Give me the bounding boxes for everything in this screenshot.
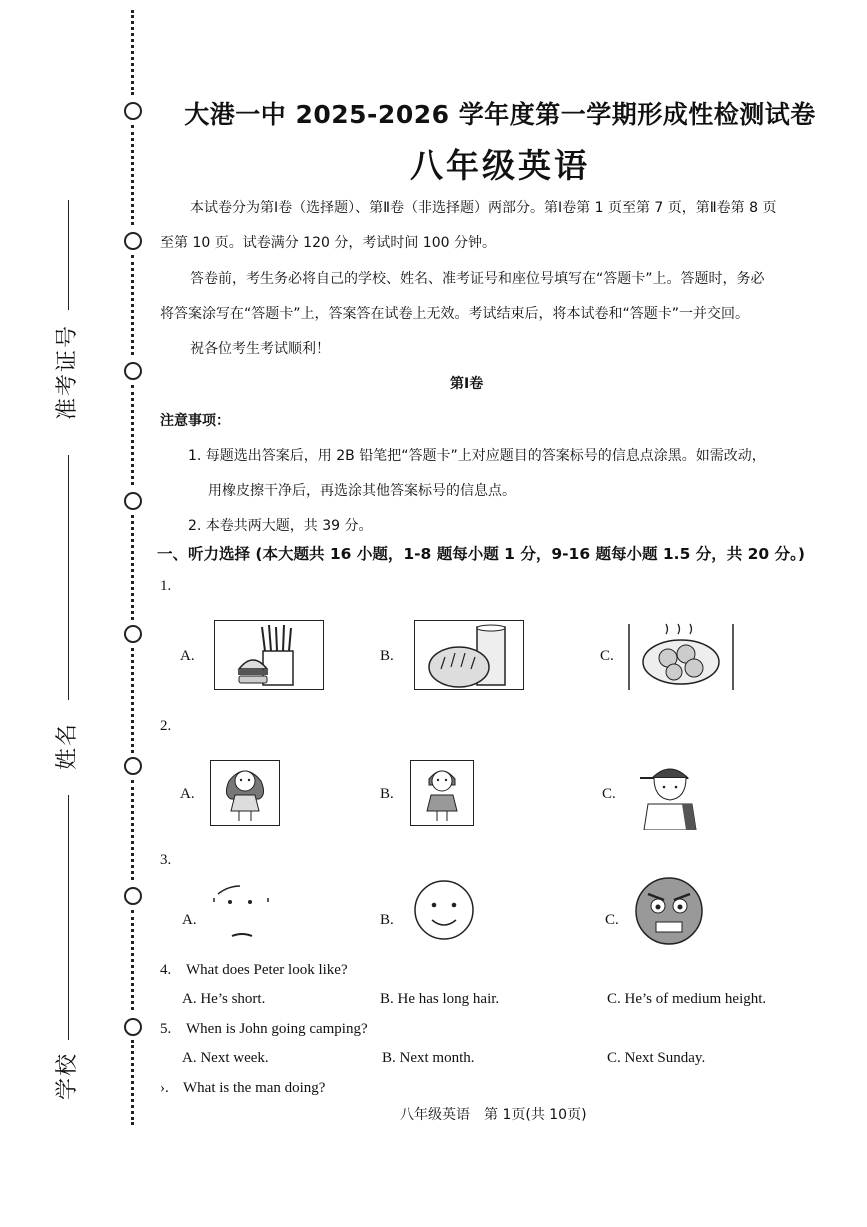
intro-line: 将答案涂写在“答题卡”上，答案答在试卷上无效。考试结束后，将本试卷和“答题卡”一并交回。 [160,306,750,322]
option-label: B. [380,786,394,802]
section-title: 一、听力选择 (本大题共 16 小题，1-8 题每小题 1 分，9-16 题每小题 1.5 分，共 20 分。) [157,545,805,563]
intro-line: 至第 10 页。试卷满分 120 分，考试时间 100 分钟。 [160,235,496,251]
option-c: C. He’s of medium height. [607,991,767,1007]
exam-id-label: 准考证号 [55,323,80,420]
question-number: 1. [160,578,172,594]
steamed-buns-icon [628,620,734,692]
dotted-line [131,125,138,225]
notes-label: 注意事项： [160,413,230,429]
name-label: 姓名 [55,721,80,770]
option-b: B. Next month. [382,1050,475,1066]
option-label: A. [180,648,195,664]
option-label: B. [380,912,394,928]
school-line[interactable] [68,795,69,1040]
bread-milk-icon [414,620,524,690]
girl-long-hair-icon [210,760,280,826]
question-text: What does Peter look like? [186,962,348,978]
dotted-line [131,10,138,95]
option-label: C. [605,912,619,928]
option-label: A. [180,786,195,802]
dotted-line [131,255,138,355]
subject-title: 八年级英语 [410,146,590,185]
option-c: C. Next Sunday. [607,1050,706,1066]
question-number: 2. [160,718,172,734]
girl-short-hair-icon [410,760,474,826]
binding-hole-icon [124,887,142,905]
option-a: A. Next week. [182,1050,269,1066]
binding-hole-icon [124,1018,142,1036]
binding-hole-icon [124,625,142,643]
school-label: 学校 [55,1051,80,1100]
dotted-line [131,385,138,485]
name-line[interactable] [68,455,69,700]
burger-fries-icon [214,620,324,690]
binding-hole-icon [124,492,142,510]
part-heading: 第Ⅰ卷 [450,376,484,392]
page-footer: 八年级英语 第 1页(共 10页) [400,1107,587,1123]
note-line: 1. 每题选出答案后，用 2B 铅笔把“答题卡”上对应题目的答案标号的信息点涂黑。如需改动， [188,448,766,464]
happy-face-icon [412,878,476,942]
option-b: B. He has long hair. [380,991,500,1007]
binding-hole-icon [124,232,142,250]
intro-line: 祝各位考生考试顺利！ [190,341,330,357]
boy-cap-icon [634,760,710,830]
question-text: What is the man doing? [183,1080,326,1096]
exam-id-line[interactable] [68,200,69,310]
option-label: B. [380,648,394,664]
option-label: C. [602,786,616,802]
option-label: A. [182,912,197,928]
question-text: When is John going camping? [186,1021,368,1037]
dotted-line [131,780,138,880]
note-line: 用橡皮擦干净后，再选涂其他答案标号的信息点。 [208,483,516,499]
question-number: 5. [160,1021,172,1037]
dotted-line [131,648,138,753]
intro-line: 本试卷分为第Ⅰ卷（选择题）、第Ⅱ卷（非选择题）两部分。第Ⅰ卷第 1 页至第 7 页，第Ⅱ卷第 8 页 [190,200,777,216]
option-a: A. He’s short. [182,991,266,1007]
question-number: 4. [160,962,172,978]
dotted-line [131,1040,138,1125]
question-number: 3. [160,852,172,868]
angry-face-icon [634,876,704,946]
dotted-line [131,515,138,620]
dotted-line [131,910,138,1010]
exam-title: 大港一中 2025-2026 学年度第一学期形成性检测试卷 [184,100,816,129]
option-label: C. [600,648,614,664]
binding-hole-icon [124,362,142,380]
note-line: 2. 本卷共两大题，共 39 分。 [188,518,373,534]
intro-line: 答卷前，考生务必将自己的学校、姓名、准考证号和座位号填写在“答题卡”上。答题时，务必 [190,271,765,287]
question-number: ›. [160,1080,169,1096]
binding-hole-icon [124,102,142,120]
binding-hole-icon [124,757,142,775]
sad-face-icon [206,880,276,944]
